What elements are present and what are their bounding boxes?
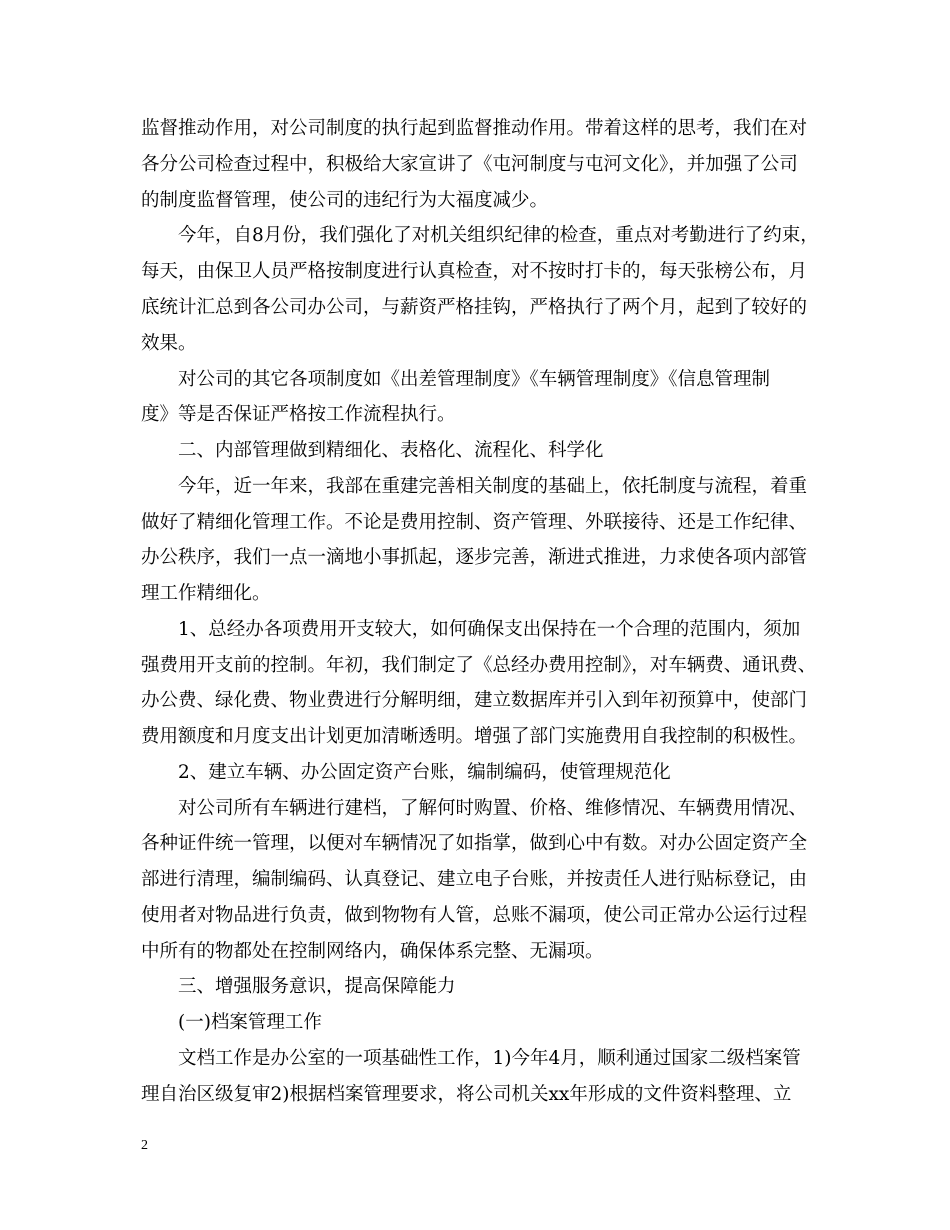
section-heading: 二、内部管理做到精细化、表格化、流程化、科学化: [178, 440, 604, 461]
text-line: 监督推动作用，对公司制度的执行起到监督推动作用。带着这样的思考，我们在对: [141, 118, 808, 139]
text-line: 费用额度和月度支出计划更加清晰透明。增强了部门实施费用自我控制的积极性。: [141, 726, 808, 747]
subsection-heading: 2、建立车辆、办公固定资产台账，编制编码，使管理规范化: [178, 762, 671, 783]
text-line: 做好了精细化管理工作。不论是费用控制、资产管理、外联接待、还是工作纪律、: [141, 512, 808, 533]
text-line: 理自治区级复审2)根据档案管理要求，将公司机关xx年形成的文件资料整理、立: [141, 1084, 792, 1105]
text-line: 效果。: [141, 333, 197, 354]
section-heading: 三、增强服务意识，提高保障能力: [178, 976, 456, 997]
text-line: 办公秩序，我们一点一滴地小事抓起，逐步完善，渐进式推进，力求使各项内部管: [141, 547, 808, 568]
text-line: 底统计汇总到各公司办公司，与薪资严格挂钩，严格执行了两个月，起到了较好的: [141, 297, 808, 318]
text-line: 理工作精细化。: [141, 583, 271, 604]
text-line: 对公司的其它各项制度如《出差管理制度》《车辆管理制度》《信息管理制: [178, 369, 771, 390]
text-line: 部进行清理，编制编码、认真登记、建立电子台账，并按责任人进行贴标登记，由: [141, 869, 808, 890]
text-line: 今年，近一年来，我部在重建完善相关制度的基础上，依托制度与流程，着重: [178, 476, 808, 497]
text-line: 度》等是否保证严格按工作流程执行。: [141, 404, 456, 425]
text-line: 1、总经办各项费用开支较大，如何确保支出保持在一个合理的范围内，须加: [178, 619, 801, 640]
subsection-heading: (一)档案管理工作: [178, 1012, 322, 1033]
text-line: 每天，由保卫人员严格按制度进行认真检查，对不按时打卡的，每天张榜公布，月: [141, 261, 808, 282]
text-line: 强费用开支前的控制。年初，我们制定了《总经办费用控制》，对车辆费、通讯费、: [141, 655, 817, 676]
text-line: 今年，自8月份，我们强化了对机关组织纪律的检查，重点对考勤进行了约束，: [178, 225, 819, 246]
text-line: 的制度监督管理，使公司的违纪行为大福度减少。: [141, 190, 549, 211]
page-number: 2: [141, 1138, 148, 1153]
text-line: 办公费、绿化费、物业费进行分解明细，建立数据库并引入到年初预算中，使部门: [141, 690, 808, 711]
text-line: 中所有的物都处在控制网络内，确保体系完整、无漏项。: [141, 941, 604, 962]
text-line: 对公司所有车辆进行建档，了解何时购置、价格、维修情况、车辆费用情况、: [178, 798, 808, 819]
text-line: 各分公司检查过程中，积极给大家宣讲了《屯河制度与屯河文化》，并加强了公司: [141, 154, 798, 175]
text-line: 各种证件统一管理，以便对车辆情况了如指掌，做到心中有数。对办公固定资产全: [141, 833, 808, 854]
text-line: 文档工作是办公室的一项基础性工作，1)今年4月，顺利通过国家二级档案管: [178, 1048, 801, 1069]
text-line: 使用者对物品进行负责，做到物物有人管，总账不漏项，使公司正常办公运行过程: [141, 905, 808, 926]
